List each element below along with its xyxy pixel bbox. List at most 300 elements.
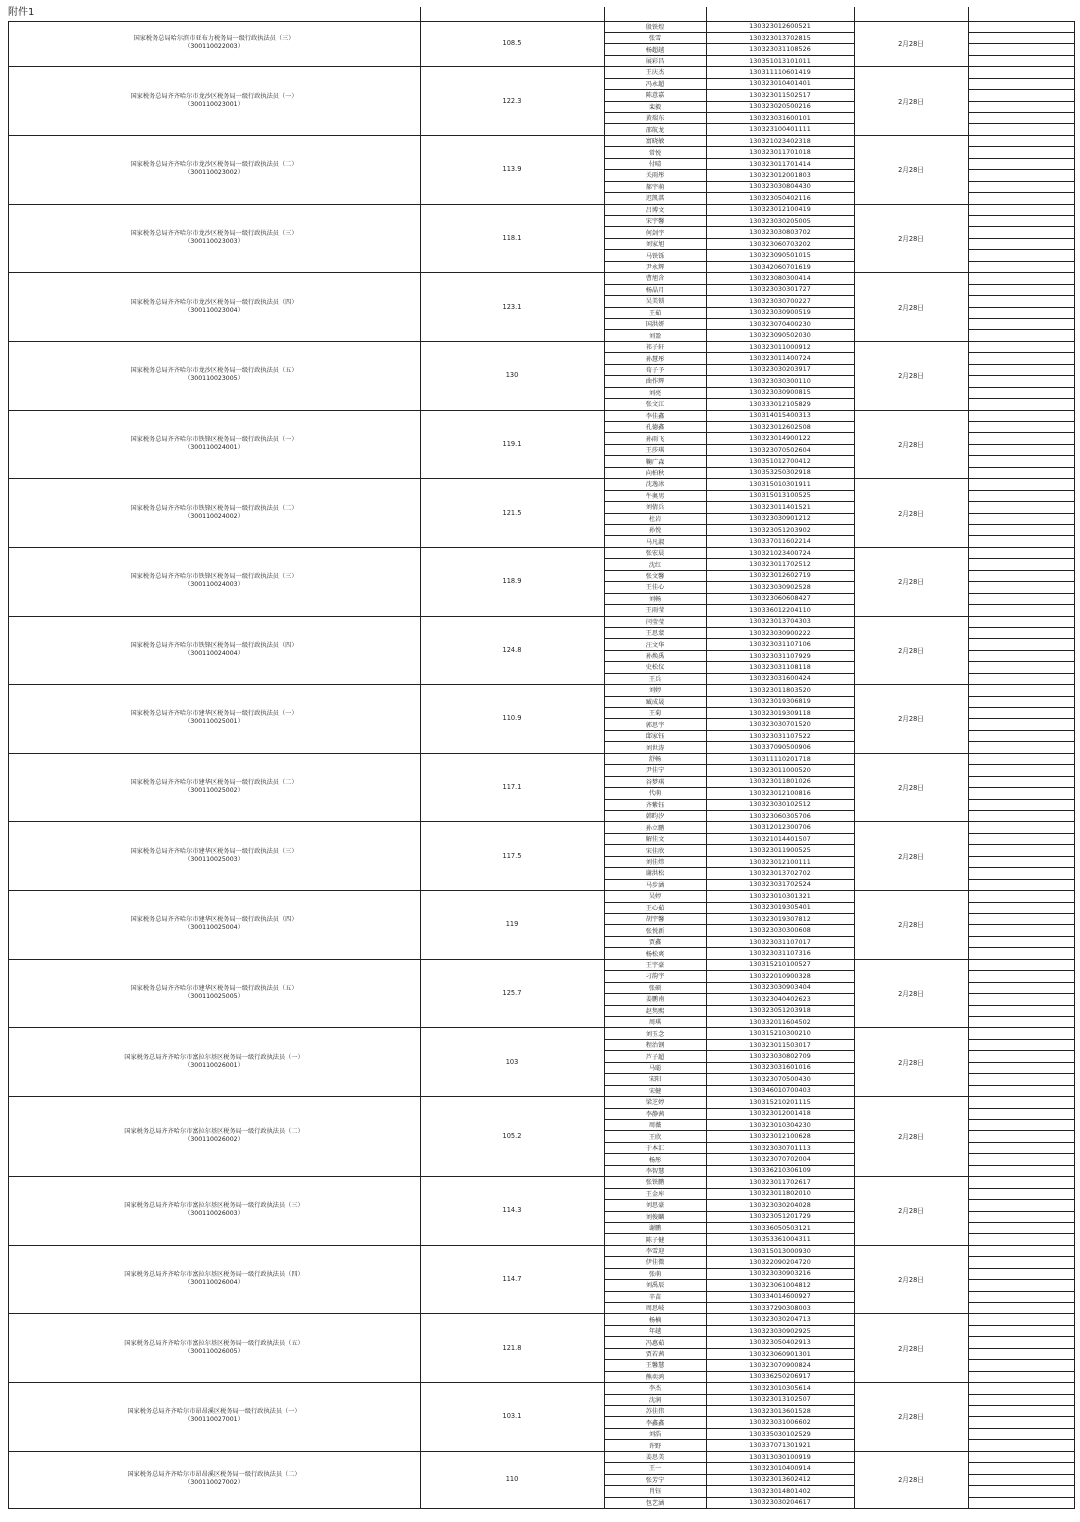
- position-title: 国家税务总局齐齐哈尔市龙沙区税务局一级行政执法员（二）: [130, 161, 298, 169]
- position-title: 国家税务总局齐齐哈尔市龙沙区税务局一级行政执法员（三）: [130, 229, 298, 237]
- row-rule: [968, 1142, 1075, 1143]
- position-code: （300110027002）: [184, 1479, 244, 1487]
- ticket-number: 130323030900222: [749, 628, 811, 637]
- candidate-name: 刘倩兵: [645, 504, 665, 512]
- ticket-number: 130323012600521: [749, 22, 811, 31]
- candidate-name: 李鑫鑫: [645, 1419, 665, 1427]
- candidate-name: 李静茜: [645, 1110, 665, 1118]
- ticket-number: 130323011701414: [749, 159, 811, 168]
- candidate-name: 马聪: [648, 1064, 662, 1072]
- interview-date-cell: 2月28日: [898, 303, 924, 312]
- candidate-name: 王一: [648, 1465, 662, 1473]
- ticket-number: 130323013102507: [749, 1395, 811, 1404]
- row-rule: [968, 593, 1075, 594]
- candidate-name: 展彩昌: [645, 58, 665, 66]
- ticket-number: 130315210201115: [749, 1097, 811, 1106]
- ticket-number: 130323030102512: [749, 800, 811, 809]
- interview-date-cell: 2月28日: [898, 440, 924, 449]
- candidate-name: 汪文华: [645, 641, 665, 649]
- candidate-name: 齐紫钰: [645, 801, 665, 809]
- ticket-number: 130337071301921: [749, 1441, 811, 1450]
- ticket-number: 130321014401507: [749, 834, 811, 843]
- row-rule: [968, 146, 1075, 147]
- position-cell: [8, 684, 420, 753]
- ticket-number: 130323019306819: [749, 697, 811, 706]
- ticket-number: 130323070702004: [749, 1155, 811, 1163]
- position-title: 国家税务总局齐齐哈尔市富拉尔基区税务局一级行政执法员（一）: [124, 1053, 304, 1061]
- ticket-number: 130311110601419: [749, 67, 811, 76]
- ticket-number: 130323030204028: [749, 1200, 811, 1209]
- ticket-number: 130323031108118: [749, 662, 811, 671]
- ticket-number: 130314015400313: [749, 411, 811, 420]
- ticket-number: 130323012602508: [749, 422, 811, 431]
- row-rule: [968, 249, 1075, 250]
- candidate-name: 吕博文: [645, 206, 665, 214]
- candidate-name: 刘婷: [648, 687, 662, 695]
- position-cell: [8, 1382, 420, 1451]
- ticket-number: 130323030902528: [749, 582, 811, 591]
- ticket-number: 130346010700403: [749, 1086, 811, 1095]
- position-cell: [8, 616, 420, 685]
- row-rule: [968, 570, 1075, 571]
- row-rule: [968, 501, 1075, 502]
- candidate-name: 国洪妍: [645, 321, 665, 329]
- score-cell: 108.5: [502, 39, 522, 48]
- candidate-name: 宋阳: [648, 1076, 662, 1084]
- position-title: 国家税务总局齐齐哈尔市建华区税务局一级行政执法员（一）: [130, 710, 298, 718]
- candidate-name: 孙悦: [648, 527, 662, 535]
- row-rule: [968, 844, 1075, 845]
- row-rule: [968, 867, 1075, 868]
- ticket-number: 130323012100816: [749, 788, 811, 797]
- ticket-number: 130323030205005: [749, 216, 811, 225]
- row-rule: [968, 1416, 1075, 1417]
- interview-date-cell: 2月28日: [898, 97, 924, 106]
- row-rule: [968, 238, 1075, 239]
- ticket-number: 130323100401111: [749, 125, 811, 134]
- row-rule: [968, 1348, 1075, 1349]
- ticket-number: 130323051201729: [749, 1212, 811, 1221]
- row-rule: [968, 226, 1075, 227]
- candidate-name: 宋宇馨: [645, 218, 665, 226]
- interview-date-cell: 2月28日: [898, 852, 924, 861]
- column-rule: [854, 7, 855, 21]
- candidate-name: 牛奥男: [645, 492, 665, 500]
- row-rule: [968, 776, 1075, 777]
- position-cell: [8, 204, 420, 273]
- row-rule: [968, 1119, 1075, 1120]
- candidate-name: 王馨慧: [645, 1362, 665, 1370]
- candidate-name: 王金库: [645, 1190, 665, 1198]
- attachment-label: 附件1: [8, 7, 35, 18]
- ticket-number: 130323031107106: [749, 640, 811, 649]
- score-cell: 130: [505, 371, 519, 380]
- ticket-number: 130321023402318: [749, 136, 811, 145]
- candidate-name: 李智慧: [645, 1167, 665, 1175]
- row-rule: [968, 1245, 1075, 1246]
- candidate-name: 贾鑫: [648, 939, 662, 947]
- ticket-number: 130323031702524: [749, 880, 811, 889]
- candidate-name: 孙焕禹: [645, 653, 665, 661]
- position-title: 国家税务总局齐齐哈尔市建华区税务局一级行政执法员（二）: [130, 779, 298, 787]
- interview-date-cell: 2月28日: [898, 1058, 924, 1067]
- ticket-number: 130336050503121: [749, 1223, 811, 1232]
- ticket-number: 130311110201718: [749, 754, 811, 763]
- row-rule: [968, 1016, 1075, 1017]
- row-rule: [968, 432, 1075, 433]
- row-rule: [968, 616, 1075, 617]
- position-cell: [8, 1313, 420, 1382]
- row-rule: [968, 158, 1075, 159]
- row-rule: [968, 410, 1075, 411]
- ticket-number: 130323011502517: [749, 90, 811, 99]
- candidate-name: 年越: [648, 1328, 662, 1336]
- ticket-number: 130323010301321: [749, 891, 811, 900]
- position-cell: [8, 21, 420, 67]
- row-rule: [968, 1405, 1075, 1406]
- row-rule: [968, 1302, 1075, 1303]
- ticket-number: 130321023400724: [749, 548, 811, 557]
- interview-date-cell: 2月28日: [898, 372, 924, 381]
- position-cell: [8, 410, 420, 479]
- ticket-number: 130323061004812: [749, 1280, 811, 1289]
- candidate-name: 何剑宇: [645, 229, 665, 237]
- ticket-number: 130323040402623: [749, 994, 811, 1003]
- position-code: （300110027001）: [184, 1416, 244, 1424]
- candidate-name: 贾若茜: [645, 1351, 665, 1359]
- candidate-name: 关雨彤: [645, 172, 665, 180]
- ticket-number: 130323060608427: [749, 594, 811, 603]
- row-rule: [968, 1222, 1075, 1223]
- row-rule: [968, 902, 1075, 903]
- row-rule: [968, 101, 1075, 102]
- candidate-name: 王心茹: [645, 904, 665, 912]
- row-rule: [968, 696, 1075, 697]
- position-code: （300110024001）: [184, 443, 244, 451]
- row-rule: [968, 741, 1075, 742]
- candidate-name: 邵航龙: [645, 126, 665, 134]
- ticket-number: 130323031107522: [749, 731, 811, 740]
- score-cell: 123.1: [502, 302, 522, 311]
- row-rule: [968, 272, 1075, 273]
- column-rule: [706, 7, 707, 21]
- candidate-name: 郝宇萌: [645, 183, 665, 191]
- ticket-number: 130351013101011: [749, 56, 811, 65]
- candidate-name: 栾毅: [648, 103, 662, 111]
- position-code: （300110023003）: [184, 237, 244, 245]
- candidate-name: 伊佳微: [645, 1259, 665, 1267]
- row-rule: [968, 192, 1075, 193]
- candidate-name: 孙雨飞: [645, 435, 665, 443]
- row-rule: [968, 32, 1075, 33]
- ticket-number: 130323012001803: [749, 170, 811, 179]
- ticket-number: 130323050402116: [749, 193, 811, 202]
- row-rule: [968, 307, 1075, 308]
- row-rule: [968, 21, 1075, 22]
- candidate-name: 周薇: [648, 1122, 662, 1130]
- interview-date-cell: 2月28日: [898, 509, 924, 518]
- ticket-number: 130315210300210: [749, 1029, 811, 1038]
- position-cell: [8, 821, 420, 890]
- position-code: （300110026004）: [184, 1279, 244, 1287]
- row-rule: [968, 993, 1075, 994]
- row-rule: [968, 204, 1075, 205]
- ticket-number: 130323031107929: [749, 651, 811, 660]
- ticket-number: 130315013100525: [749, 491, 811, 500]
- row-rule: [968, 215, 1075, 216]
- row-rule: [968, 421, 1075, 422]
- row-rule: [968, 879, 1075, 880]
- candidate-name: 郭思宇: [645, 721, 665, 729]
- row-rule: [968, 856, 1075, 857]
- ticket-number: 130353361004311: [749, 1235, 811, 1244]
- row-rule: [968, 284, 1075, 285]
- ticket-number: 130323090502030: [749, 331, 811, 340]
- ticket-number: 130323030804430: [749, 182, 811, 191]
- row-rule: [968, 1451, 1075, 1452]
- position-code: （300110024003）: [184, 581, 244, 589]
- candidate-name: 王兵: [648, 675, 662, 683]
- candidate-name: 殷铁煌: [645, 23, 665, 31]
- ticket-number: 130323051203918: [749, 1006, 811, 1015]
- row-rule: [968, 810, 1075, 811]
- candidate-name: 刘思豪: [645, 1202, 665, 1210]
- candidate-name: 孙立鹏: [645, 824, 665, 832]
- position-code: （300110026001）: [184, 1061, 244, 1069]
- ticket-number: 130323051203902: [749, 525, 811, 534]
- ticket-number: 130323050402913: [749, 1338, 811, 1347]
- interview-date-cell: 2月28日: [898, 1133, 924, 1142]
- candidate-name: 向柏秋: [645, 469, 665, 477]
- position-code: （300110026002）: [184, 1136, 244, 1144]
- candidate-name: 马步涵: [645, 881, 665, 889]
- ticket-number: 130323011802010: [749, 1189, 811, 1198]
- row-rule: [968, 261, 1075, 262]
- position-cell: [8, 272, 420, 341]
- position-title: 国家税务总局齐齐哈尔市龙沙区税务局一级行政执法员（一）: [130, 92, 298, 100]
- score-cell: 114.3: [502, 1206, 522, 1215]
- candidate-name: 曲作辉: [645, 378, 665, 386]
- interview-date-cell: 2月28日: [898, 1276, 924, 1285]
- row-rule: [968, 730, 1075, 731]
- candidate-name: 沈逸冰: [645, 481, 665, 489]
- ticket-number: 130323030900815: [749, 388, 811, 397]
- candidate-name: 苏佳伟: [645, 1408, 665, 1416]
- candidate-name: 包艺涵: [645, 1499, 665, 1507]
- row-rule: [968, 1039, 1075, 1040]
- score-cell: 103.1: [502, 1412, 522, 1421]
- candidate-name: 刘世涛: [645, 744, 665, 752]
- ticket-number: 130323030700227: [749, 296, 811, 305]
- ticket-number: 130323011000520: [749, 765, 811, 774]
- ticket-number: 130323030204617: [749, 1498, 811, 1507]
- candidate-name: 孔德鑫: [645, 424, 665, 432]
- table-bottom-rule: [8, 1508, 1075, 1509]
- candidate-name: 邸家钰: [645, 733, 665, 741]
- ticket-number: 130315210100527: [749, 960, 811, 969]
- ticket-number: 130323019307812: [749, 914, 811, 923]
- ticket-number: 130337090500906: [749, 743, 811, 752]
- ticket-number: 130323011000912: [749, 342, 811, 351]
- row-rule: [968, 1085, 1075, 1086]
- ticket-number: 130323090501015: [749, 251, 811, 260]
- position-cell: [8, 753, 420, 822]
- ticket-number: 130323013702815: [749, 33, 811, 42]
- ticket-number: 130323070400230: [749, 319, 811, 328]
- candidate-name: 张悦新: [645, 927, 665, 935]
- interview-date-cell: 2月28日: [898, 1413, 924, 1422]
- candidate-name: 迟凯淇: [645, 195, 665, 203]
- interview-date-cell: 2月28日: [898, 990, 924, 999]
- ticket-number: 130323011900525: [749, 846, 811, 855]
- candidate-name: 芦子超: [645, 1053, 665, 1061]
- score-cell: 124.8: [502, 645, 522, 654]
- ticket-number: 130323030204713: [749, 1315, 811, 1324]
- ticket-number: 130315013000930: [749, 1246, 811, 1255]
- position-title: 国家税务总局齐齐哈尔市铁锋区税务局一级行政执法员（二）: [130, 504, 298, 512]
- candidate-name: 沈红: [648, 561, 662, 569]
- candidate-name: 王茹: [648, 309, 662, 317]
- position-code: （300110023002）: [184, 169, 244, 177]
- candidate-name: 杜岩: [648, 515, 662, 523]
- interview-date-cell: 2月28日: [898, 646, 924, 655]
- ticket-number: 130323031006602: [749, 1418, 811, 1427]
- ticket-number: 130323012001418: [749, 1109, 811, 1118]
- row-rule: [968, 1325, 1075, 1326]
- candidate-name: 杨晶月: [645, 286, 665, 294]
- row-rule: [968, 970, 1075, 971]
- position-cell: [8, 890, 420, 959]
- candidate-name: 史松仪: [645, 664, 665, 672]
- candidate-name: 尹永辉: [645, 264, 665, 271]
- row-rule: [968, 1268, 1075, 1269]
- row-rule: [968, 1199, 1075, 1200]
- candidate-name: 马凡淑: [645, 538, 665, 546]
- interview-date-cell: 2月28日: [898, 921, 924, 930]
- row-rule: [968, 1462, 1075, 1463]
- candidate-name: 王雨莹: [645, 607, 665, 615]
- candidate-name: 吴婷: [648, 893, 662, 901]
- row-rule: [968, 1336, 1075, 1337]
- ticket-number: 130323011400724: [749, 354, 811, 363]
- row-rule: [968, 684, 1075, 685]
- column-rule: [604, 7, 605, 21]
- row-rule: [968, 513, 1075, 514]
- interview-date-cell: 2月28日: [898, 715, 924, 724]
- position-title: 国家税务总局齐齐哈尔市富拉尔基区税务局一级行政执法员（四）: [124, 1271, 304, 1279]
- candidate-name: 李雪迎: [645, 1248, 665, 1256]
- ticket-number: 130323030802709: [749, 1052, 811, 1061]
- position-title: 国家税务总局齐齐哈尔市铁锋区税务局一级行政执法员（四）: [130, 641, 298, 649]
- ticket-number: 130323020500216: [749, 102, 811, 111]
- position-title: 国家税务总局齐齐哈尔市建华区税务局一级行政执法员（三）: [130, 847, 298, 855]
- ticket-number: 130323013702702: [749, 868, 811, 877]
- candidate-name: 王佳心: [645, 584, 665, 592]
- candidate-name: 付晴: [648, 161, 662, 169]
- row-rule: [968, 1371, 1075, 1372]
- ticket-number: 130323030803702: [749, 228, 811, 237]
- score-cell: 125.7: [502, 989, 522, 998]
- ticket-number: 130323019305401: [749, 903, 811, 912]
- ticket-number: 130323014801402: [749, 1486, 811, 1495]
- interview-date-cell: 2月28日: [898, 784, 924, 793]
- position-code: （300110022003）: [184, 43, 244, 51]
- candidate-name: 刘盈: [648, 332, 662, 340]
- position-code: （300110026005）: [184, 1347, 244, 1355]
- row-rule: [968, 352, 1075, 353]
- candidate-name: 刁韵宇: [645, 973, 665, 981]
- position-cell: [8, 547, 420, 616]
- position-cell: [8, 959, 420, 1028]
- candidate-name: 陈子健: [645, 1236, 665, 1244]
- ticket-number: 130323013601528: [749, 1406, 811, 1415]
- ticket-number: 130323030701520: [749, 720, 811, 729]
- row-rule: [968, 66, 1075, 67]
- score-cell: 110.9: [502, 714, 522, 723]
- ticket-number: 130335030102529: [749, 1429, 811, 1438]
- row-rule: [968, 1428, 1075, 1429]
- candidate-name: 梁芝婷: [645, 1099, 665, 1107]
- row-rule: [968, 1256, 1075, 1257]
- row-rule: [968, 341, 1075, 342]
- interview-date-cell: 2月28日: [898, 1207, 924, 1216]
- row-rule: [968, 581, 1075, 582]
- ticket-number: 130312012300706: [749, 823, 811, 832]
- position-cell: [8, 135, 420, 204]
- position-cell: [8, 1027, 420, 1096]
- position-cell: [8, 478, 420, 547]
- score-cell: 118.1: [502, 233, 522, 242]
- score-cell: 118.9: [502, 577, 522, 586]
- ticket-number: 130323011803520: [749, 685, 811, 694]
- ticket-number: 130323030900519: [749, 308, 811, 317]
- row-rule: [968, 799, 1075, 800]
- ticket-number: 130351012700412: [749, 457, 811, 466]
- candidate-name: 王宇豪: [645, 961, 665, 969]
- candidate-name: 尹佳宁: [645, 767, 665, 775]
- candidate-name: 刘亮: [648, 389, 662, 397]
- row-rule: [968, 1279, 1075, 1280]
- interview-date-cell: 2月28日: [898, 40, 924, 49]
- interview-date-cell: 2月28日: [898, 578, 924, 587]
- ticket-number: 130323070500430: [749, 1074, 811, 1083]
- row-rule: [968, 936, 1075, 937]
- ticket-number: 130323030203917: [749, 365, 811, 374]
- candidate-name: 张铁鹏: [645, 1179, 665, 1187]
- position-code: （300110025005）: [184, 993, 244, 1001]
- row-rule: [968, 112, 1075, 113]
- ticket-number: 130332011604502: [749, 1017, 811, 1026]
- interview-date-cell: 2月28日: [898, 1476, 924, 1485]
- interview-date-cell: 2月28日: [898, 1344, 924, 1353]
- candidate-name: 王庆杰: [645, 69, 665, 77]
- row-rule: [968, 1130, 1075, 1131]
- position-title: 国家税务总局齐齐哈尔市铁锋区税务局一级行政执法员（三）: [130, 573, 298, 581]
- ticket-number: 130323010304230: [749, 1120, 811, 1129]
- candidate-name: 吴美锁: [645, 298, 665, 306]
- candidate-name: 鞠广森: [645, 458, 665, 466]
- row-rule: [968, 924, 1075, 925]
- row-rule: [968, 1062, 1075, 1063]
- row-rule: [968, 295, 1075, 296]
- position-title: 国家税务总局齐齐哈尔市昂昂溪区税务局一级行政执法员（一）: [127, 1408, 301, 1416]
- candidate-name: 程治钢: [645, 1042, 665, 1050]
- row-rule: [968, 135, 1075, 136]
- ticket-number: 130336210306109: [749, 1166, 811, 1175]
- row-rule: [968, 444, 1075, 445]
- candidate-name: 周琪: [648, 1019, 662, 1027]
- row-rule: [968, 1485, 1075, 1486]
